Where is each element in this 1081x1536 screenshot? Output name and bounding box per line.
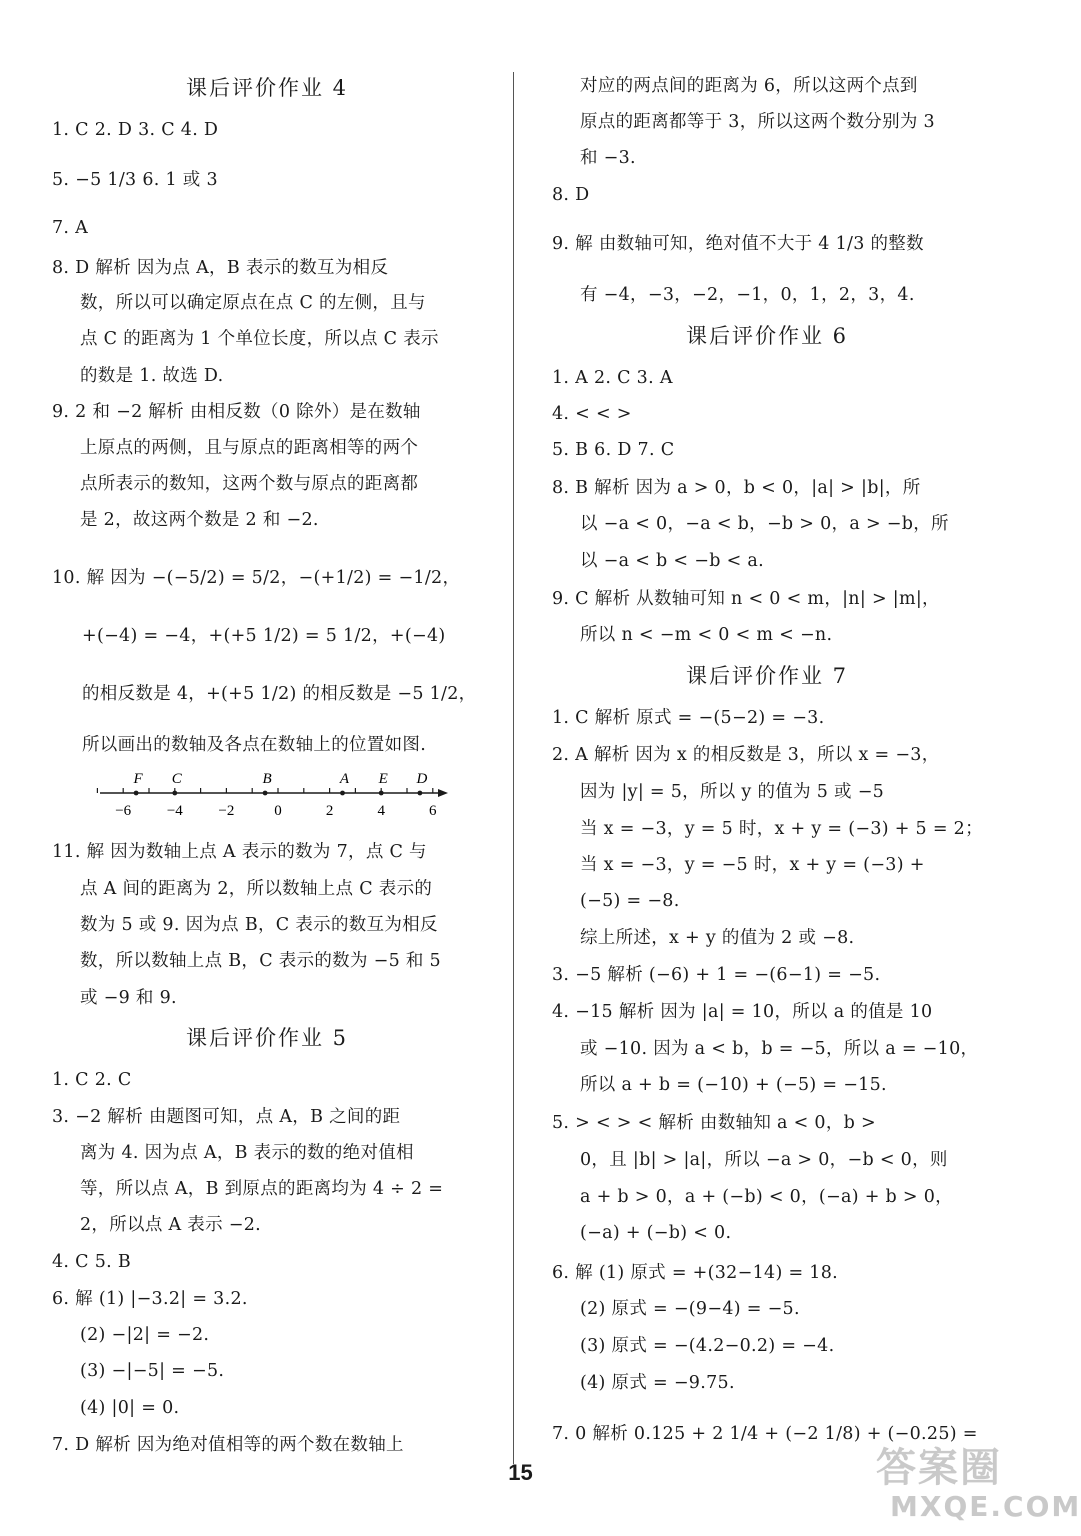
axis-tick-label: 2 [325, 803, 334, 819]
axis-point-label: A [339, 771, 350, 787]
answer-line: 0，且 |b| > |a|，所以 −a > 0，−b < 0，则 [580, 1150, 948, 1170]
answer-line: 6. 解 (1) 原式 = +(32−14) = 18. [552, 1263, 838, 1283]
answer-line: 10. 解 因为 −(−5/2) = 5/2，−(+1/2) = −1/2， [52, 568, 461, 588]
axis-tick-label: 4 [377, 803, 385, 819]
answer-line: 数，所以可以确定原点在点 C 的左侧，且与 [80, 293, 426, 313]
answer-line: 因为 |y| = 5，所以 y 的值为 5 或 −5 [580, 782, 885, 802]
answer-line: 对应的两点间的距离为 6，所以这两个点到 [580, 76, 918, 96]
answer-line: 2. A 解析 因为 x 的相反数是 3，所以 x = −3， [552, 745, 940, 765]
axis-arrow [438, 789, 448, 797]
axis-tick-label: −6 [115, 803, 132, 819]
answer-line: 或 −9 和 9. [80, 988, 177, 1008]
watermark-text: 答案圈 [876, 1445, 1002, 1491]
axis-tick-label: 0 [274, 803, 282, 819]
answer-line: 等，所以点 A，B 到原点的距离均为 4 ÷ 2 = [80, 1179, 444, 1199]
section-heading-4: 课后评价作业 4 [185, 76, 349, 100]
answer-line: 7. D 解析 因为绝对值相等的两个数在数轴上 [52, 1435, 404, 1455]
answer-line: 7. 0 解析 0.125 + 2 1/4 + (−2 1/8) + (−0.25) = [552, 1424, 978, 1444]
answer-line: 点所表示的数知，这两个数与原点的距离都 [80, 474, 419, 494]
axis-point-dot [340, 791, 345, 796]
answer-line: 点 A 间的距离为 2，所以数轴上点 C 表示的 [80, 879, 433, 899]
section-heading-5: 课后评价作业 5 [185, 1026, 349, 1050]
axis-tick-label: −2 [218, 803, 235, 819]
answer-line: (2) 原式 = −(9−4) = −5. [580, 1299, 800, 1319]
section-heading-6: 课后评价作业 6 [685, 324, 849, 348]
answer-line: (2) −|2| = −2. [80, 1325, 210, 1345]
axis-tick-label: −4 [166, 803, 183, 819]
answer-line: 上原点的两侧，且与原点的距离相等的两个 [80, 438, 419, 458]
answer-line: 原点的距离都等于 3，所以这两个数分别为 3 [580, 112, 935, 132]
answer-line: 综上所述，x + y 的值为 2 或 −8. [580, 928, 855, 948]
answer-line: 9. 2 和 −2 解析 由相反数（0 除外）是在数轴 [52, 402, 421, 422]
answer-line: (4) |0| = 0. [80, 1398, 180, 1418]
answer-line: 当 x = −3，y = −5 时，x + y = (−3) + [580, 855, 925, 875]
answer-line: a + b > 0，a + (−b) < 0，(−a) + b > 0， [580, 1187, 953, 1207]
answer-line: 3. −2 解析 由题图可知，点 A，B 之间的距 [52, 1107, 401, 1127]
axis-tick-label: 6 [429, 803, 437, 819]
answer-line: 5. −5 1/3 6. 1 或 3 [52, 170, 218, 190]
answer-line: 的相反数是 4，+(+5 1/2) 的相反数是 −5 1/2， [82, 684, 477, 704]
answer-line: 5. > < > < 解析 由数轴知 a < 0，b > [552, 1113, 876, 1133]
answer-line: 所以 n < −m < 0 < m < −n. [580, 625, 833, 645]
axis-point-dot [379, 791, 384, 796]
answer-line: 点 C 的距离为 1 个单位长度，所以点 C 表示 [80, 329, 439, 349]
answer-line: 是 2，故这两个数是 2 和 −2. [80, 510, 319, 530]
answer-line: 1. C 2. D 3. C 4. D [52, 120, 219, 140]
answer-line: 和 −3. [580, 148, 636, 168]
answer-line: +(−4) = −4，+(+5 1/2) = 5 1/2，+(−4) [82, 626, 446, 646]
answer-line: 2，所以点 A 表示 −2. [80, 1215, 262, 1235]
axis-point-dot [134, 791, 139, 796]
answer-line: 3. −5 解析 (−6) + 1 = −(6−1) = −5. [552, 965, 881, 985]
number-line-figure [48, 767, 450, 819]
answer-line: 8. B 解析 因为 a > 0，b < 0，|a| > |b|，所 [552, 478, 921, 498]
answer-line: 数为 5 或 9. 因为点 B，C 表示的数互为相反 [80, 915, 438, 935]
answer-line: 离为 4. 因为点 A，B 表示的数的绝对值相 [80, 1143, 414, 1163]
answer-line: (−a) + (−b) < 0. [580, 1223, 732, 1243]
answer-line: 4. < < > [552, 404, 632, 424]
answer-line: 1. C 解析 原式 = −(5−2) = −3. [552, 708, 825, 728]
answer-line: 当 x = −3，y = 5 时，x + y = (−3) + 5 = 2； [580, 819, 983, 839]
answer-line: 9. C 解析 从数轴可知 n < 0 < m，|n| > |m|， [552, 589, 940, 609]
answer-line: 9. 解 由数轴可知，绝对值不大于 4 1/3 的整数 [552, 234, 924, 254]
answer-line: (3) 原式 = −(4.2−0.2) = −4. [580, 1336, 835, 1356]
answer-line: 6. 解 (1) |−3.2| = 3.2. [52, 1289, 248, 1309]
watermark-logo [876, 1436, 1081, 1532]
number-line-svg [48, 767, 450, 819]
page-number: 15 [508, 1460, 533, 1485]
watermark-url: MXQE.COM [890, 1490, 1081, 1523]
axis-point-label: B [262, 771, 272, 787]
answer-line: 11. 解 因为数轴上点 A 表示的数为 7，点 C 与 [52, 842, 427, 862]
section-heading-7: 课后评价作业 7 [685, 664, 849, 688]
answer-line: 数，所以数轴上点 B，C 表示的数为 −5 和 5 [80, 951, 441, 971]
answer-line: 4. −15 解析 因为 |a| = 10，所以 a 的值是 10 [552, 1002, 933, 1022]
axis-point-dot [263, 791, 268, 796]
answer-line: (−5) = −8. [580, 891, 680, 911]
answer-line: 5. B 6. D 7. C [552, 440, 675, 460]
answer-line: 有 −4，−3，−2，−1，0，1，2，3，4. [580, 285, 915, 305]
answer-line: 所以画出的数轴及各点在数轴上的位置如图. [82, 735, 427, 755]
answer-line: 以 −a < b < −b < a. [580, 551, 764, 571]
answer-line: 或 −10. 因为 a < b，b = −5，所以 a = −10， [580, 1039, 979, 1059]
axis-point-label: C [171, 771, 182, 787]
answer-line: 8. D [552, 185, 590, 205]
axis-point-dot [418, 791, 423, 796]
answer-line: 4. C 5. B [52, 1252, 132, 1272]
answer-line: (4) 原式 = −9.75. [580, 1373, 735, 1393]
answer-line: 所以 a + b = (−10) + (−5) = −15. [580, 1075, 887, 1095]
answer-line: 的数是 1. 故选 D. [80, 366, 224, 386]
answer-line: (3) −|−5| = −5. [80, 1361, 225, 1381]
answer-line: 以 −a < 0，−a < b，−b > 0，a > −b，所 [580, 514, 949, 534]
axis-point-label: D [416, 771, 428, 787]
answer-line: 1. C 2. C [52, 1070, 132, 1090]
column-divider [513, 72, 514, 1464]
answer-line: 8. D 解析 因为点 A，B 表示的数互为相反 [52, 258, 389, 278]
axis-point-label: F [133, 771, 143, 787]
axis-point-label: E [378, 771, 388, 787]
answer-line: 7. A [52, 218, 89, 238]
axis-point-dot [172, 791, 177, 796]
answer-line: 1. A 2. C 3. A [552, 368, 673, 388]
